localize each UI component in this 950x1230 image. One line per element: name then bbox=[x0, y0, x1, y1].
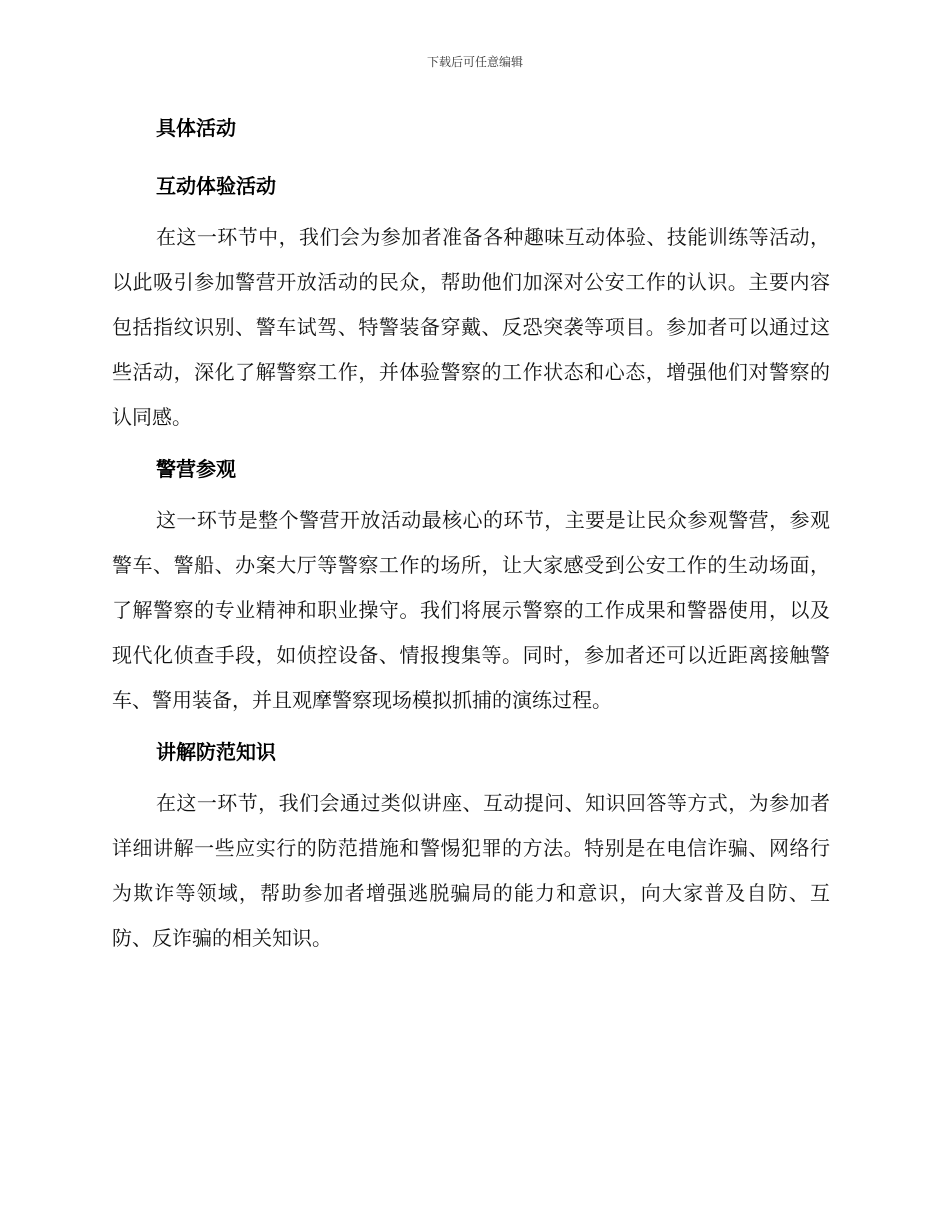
document-title: 具体活动 bbox=[156, 116, 236, 140]
section-paragraph-visit: 这一环节是整个警营开放活动最核心的环节，主要是让民众参观警营，参观警车、警船、办案大厅等警察工作的场所，让大家感受到公安工作的生动场面，了解警察的专业精神和职业操守。我们将展示警察的工作成果和警器使用，以及现代化侦查手段，如侦控设备、情报搜集等。同时，参加者还可以近距离接触警车、警用装备，并且观摩警察现场模拟抓捕的演练过程。 bbox=[112, 508, 830, 712]
section-heading-visit: 警营参观 bbox=[156, 457, 236, 481]
section-paragraph-prevention: 在这一环节，我们会通过类似讲座、互动提问、知识回答等方式，为参加者详细讲解一些应实行的防范措施和警惕犯罪的方法。特别是在电信诈骗、网络行为欺诈等领域，帮助参加者增强逃脱骗局的能力和意识，向大家普及自防、互防、反诈骗的相关知识。 bbox=[112, 791, 830, 950]
section-paragraph-interactive: 在这一环节中，我们会为参加者准备各种趣味互动体验、技能训练等活动，以此吸引参加警营开放活动的民众，帮助他们加深对公安工作的认识。主要内容包括指纹识别、警车试驾、特警装备穿戴、反恐突袭等项目。参加者可以通过这些活动，深化了解警察工作，并体验警察的工作状态和心态，增强他们对警察的认同感。 bbox=[112, 225, 830, 429]
document-body bbox=[112, 113, 830, 975]
header-note: 下载后可任意编辑 bbox=[426, 55, 523, 69]
section-heading-interactive: 互动体验活动 bbox=[156, 174, 276, 198]
section-heading-prevention: 讲解防范知识 bbox=[156, 740, 276, 764]
